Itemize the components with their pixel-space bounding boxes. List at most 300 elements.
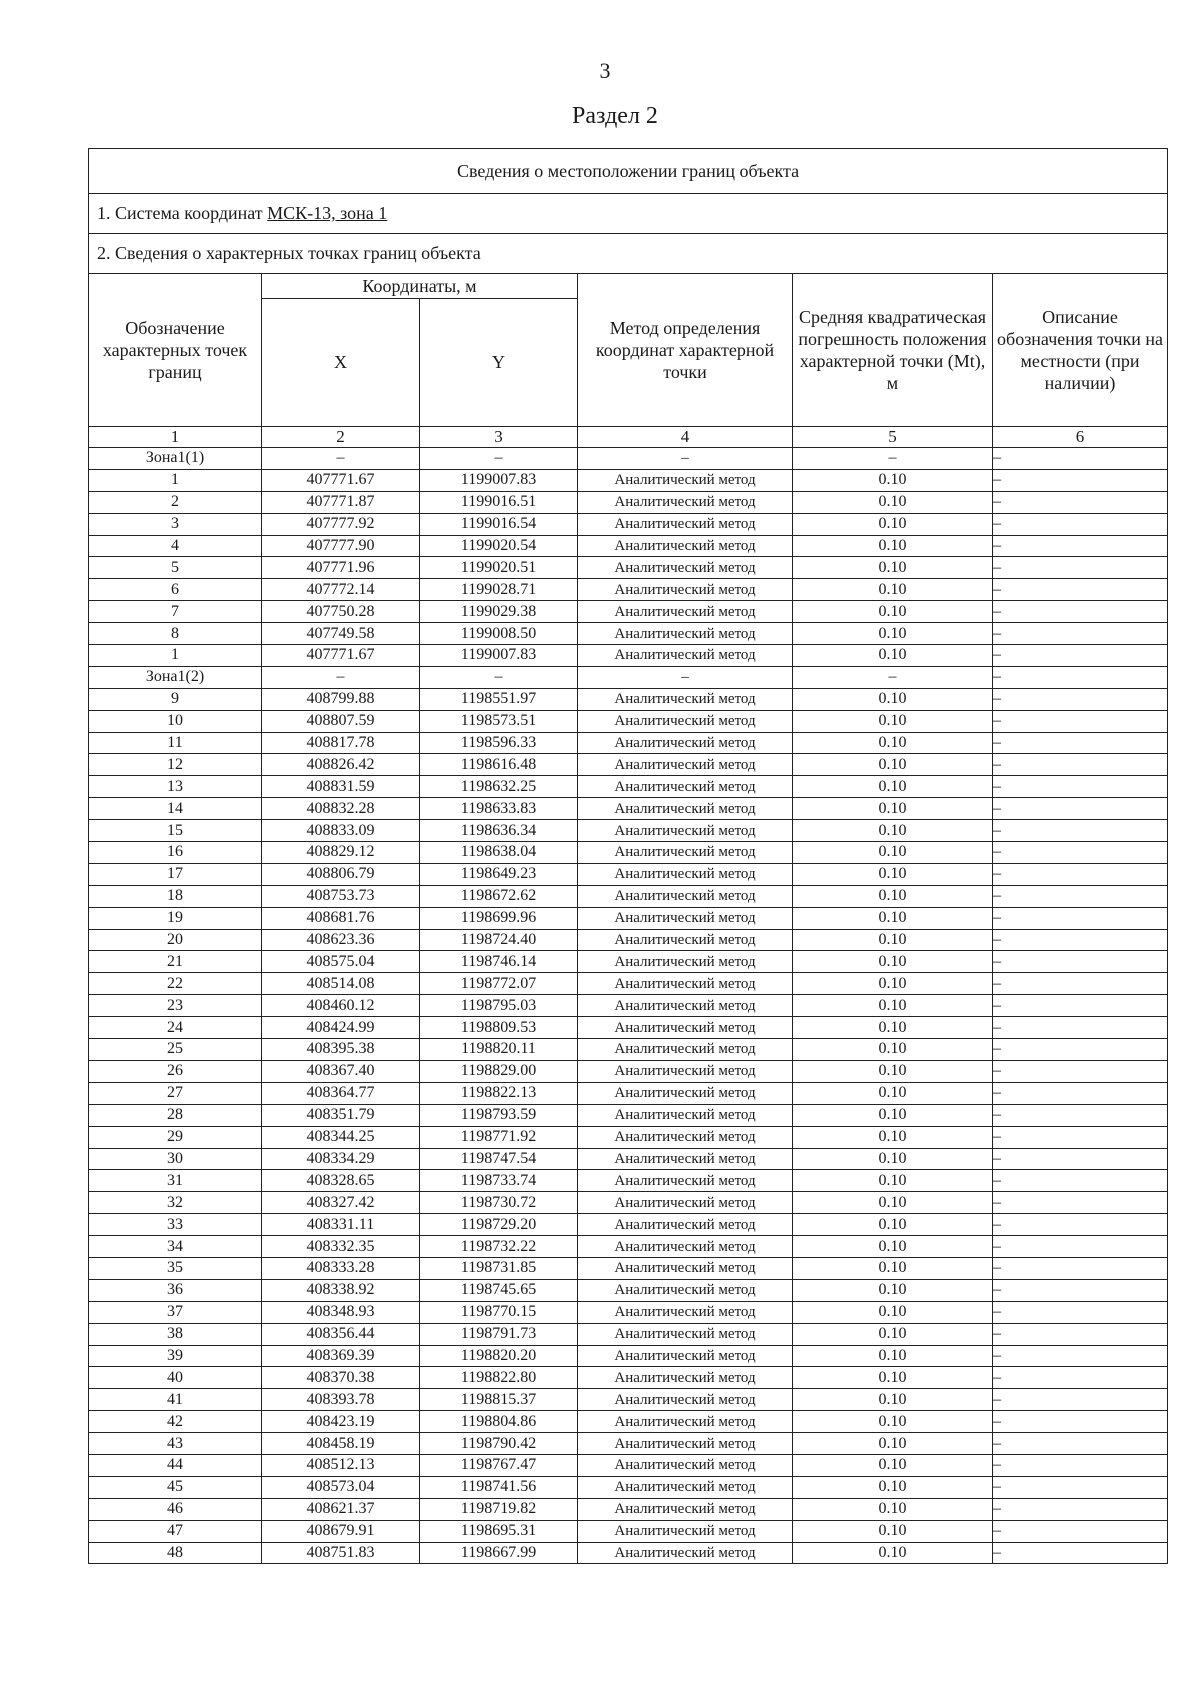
x-coordinate-cell: 408369.39 xyxy=(262,1345,420,1367)
table-row xyxy=(89,1126,1168,1148)
error-cell: 0.10 xyxy=(793,535,993,557)
method-cell: Аналитический метод xyxy=(578,1236,793,1258)
column-number: 3 xyxy=(420,427,578,448)
y-coordinate-cell: 1198791.73 xyxy=(420,1323,578,1345)
point-designation-cell: 47 xyxy=(89,1520,262,1542)
description-cell: – xyxy=(993,623,1168,645)
table-row xyxy=(89,1192,1168,1214)
point-designation-cell: 42 xyxy=(89,1411,262,1433)
method-cell: Аналитический метод xyxy=(578,1411,793,1433)
method-cell: Аналитический метод xyxy=(578,1345,793,1367)
description-cell: – xyxy=(993,1498,1168,1520)
description-cell: – xyxy=(993,513,1168,535)
point-designation-cell: 35 xyxy=(89,1257,262,1279)
x-coordinate-cell: 408395.38 xyxy=(262,1039,420,1061)
point-designation-cell: 37 xyxy=(89,1301,262,1323)
y-coordinate-cell: 1198638.04 xyxy=(420,842,578,864)
method-cell: Аналитический метод xyxy=(578,1148,793,1170)
description-cell: – xyxy=(993,1389,1168,1411)
point-designation-cell: 9 xyxy=(89,688,262,710)
table-row xyxy=(89,1301,1168,1323)
x-coordinate-cell: 408806.79 xyxy=(262,863,420,885)
table-row xyxy=(89,1323,1168,1345)
method-cell: Аналитический метод xyxy=(578,1104,793,1126)
description-cell: – xyxy=(993,448,1168,470)
points-heading-row xyxy=(89,234,1168,274)
point-designation-cell: 17 xyxy=(89,863,262,885)
point-designation-cell: 29 xyxy=(89,1126,262,1148)
table-row xyxy=(89,776,1168,798)
description-cell: – xyxy=(993,776,1168,798)
point-designation-cell: 43 xyxy=(89,1433,262,1455)
column-number: 4 xyxy=(578,427,793,448)
x-coordinate-cell: – xyxy=(262,666,420,688)
error-cell: 0.10 xyxy=(793,907,993,929)
method-cell: Аналитический метод xyxy=(578,1389,793,1411)
y-coordinate-cell: 1198596.33 xyxy=(420,732,578,754)
y-coordinate-cell: 1198745.65 xyxy=(420,1279,578,1301)
method-cell: Аналитический метод xyxy=(578,1170,793,1192)
point-designation-cell: 16 xyxy=(89,842,262,864)
method-cell: Аналитический метод xyxy=(578,1192,793,1214)
description-cell: – xyxy=(993,995,1168,1017)
y-coordinate-cell: 1198795.03 xyxy=(420,995,578,1017)
y-coordinate-cell: 1198767.47 xyxy=(420,1454,578,1476)
error-cell: 0.10 xyxy=(793,1104,993,1126)
description-cell: – xyxy=(993,754,1168,776)
y-coordinate-cell: 1198633.83 xyxy=(420,798,578,820)
method-cell: Аналитический метод xyxy=(578,1323,793,1345)
y-coordinate-cell: 1199029.38 xyxy=(420,601,578,623)
error-cell: 0.10 xyxy=(793,579,993,601)
point-designation-cell: 24 xyxy=(89,1017,262,1039)
description-cell: – xyxy=(993,842,1168,864)
method-cell: Аналитический метод xyxy=(578,557,793,579)
point-designation-cell: 2 xyxy=(89,491,262,513)
error-cell: 0.10 xyxy=(793,601,993,623)
table-row xyxy=(89,1542,1168,1564)
method-cell: Аналитический метод xyxy=(578,1476,793,1498)
x-coordinate-cell: 407771.67 xyxy=(262,469,420,491)
description-cell: – xyxy=(993,863,1168,885)
y-coordinate-cell: 1199008.50 xyxy=(420,623,578,645)
error-cell: 0.10 xyxy=(793,1454,993,1476)
header-method: Метод определения координат характерной точки xyxy=(578,274,793,427)
error-cell: – xyxy=(793,666,993,688)
point-designation-cell: 6 xyxy=(89,579,262,601)
y-coordinate-cell: 1199007.83 xyxy=(420,645,578,667)
y-coordinate-cell: 1198790.42 xyxy=(420,1433,578,1455)
table-row xyxy=(89,557,1168,579)
y-coordinate-cell: 1198747.54 xyxy=(420,1148,578,1170)
table-row xyxy=(89,1476,1168,1498)
page-number: 3 xyxy=(599,58,611,83)
description-cell: – xyxy=(993,1214,1168,1236)
description-cell: – xyxy=(993,1236,1168,1258)
table-row xyxy=(89,1104,1168,1126)
header-y: Y xyxy=(420,299,578,427)
method-cell: Аналитический метод xyxy=(578,1542,793,1564)
y-coordinate-cell: 1198667.99 xyxy=(420,1542,578,1564)
description-cell: – xyxy=(993,1060,1168,1082)
coord-system xyxy=(89,194,1168,234)
description-cell: – xyxy=(993,1279,1168,1301)
table-row xyxy=(89,1454,1168,1476)
coord-system-prefix: 1. Система координат xyxy=(97,203,268,223)
y-coordinate-cell: 1199007.83 xyxy=(420,469,578,491)
table-row xyxy=(89,907,1168,929)
method-cell: Аналитический метод xyxy=(578,1017,793,1039)
x-coordinate-cell: 407777.92 xyxy=(262,513,420,535)
error-cell: 0.10 xyxy=(793,557,993,579)
table-row xyxy=(89,601,1168,623)
description-cell: – xyxy=(993,1542,1168,1564)
method-cell: Аналитический метод xyxy=(578,885,793,907)
header-row-1 xyxy=(89,274,1168,299)
header-x: X xyxy=(262,299,420,427)
column-number: 6 xyxy=(993,427,1168,448)
error-cell: 0.10 xyxy=(793,885,993,907)
points-heading: 2. Сведения о характерных точках границ объекта xyxy=(89,234,1168,274)
error-cell: 0.10 xyxy=(793,973,993,995)
table-row xyxy=(89,1520,1168,1542)
table-row xyxy=(89,754,1168,776)
point-designation-cell: Зона1(2) xyxy=(89,666,262,688)
x-coordinate-cell: 407772.14 xyxy=(262,579,420,601)
error-cell: 0.10 xyxy=(793,1367,993,1389)
table-title: Сведения о местоположении границ объекта xyxy=(89,149,1168,194)
table-row xyxy=(89,1060,1168,1082)
error-cell: 0.10 xyxy=(793,1498,993,1520)
error-cell: 0.10 xyxy=(793,754,993,776)
error-cell: 0.10 xyxy=(793,513,993,535)
error-cell: 0.10 xyxy=(793,1323,993,1345)
error-cell: 0.10 xyxy=(793,1433,993,1455)
point-designation-cell: 34 xyxy=(89,1236,262,1258)
column-number: 2 xyxy=(262,427,420,448)
description-cell: – xyxy=(993,1017,1168,1039)
point-designation-cell: 13 xyxy=(89,776,262,798)
x-coordinate-cell: 408364.77 xyxy=(262,1082,420,1104)
table-row xyxy=(89,842,1168,864)
point-designation-cell: 19 xyxy=(89,907,262,929)
y-coordinate-cell: 1199028.71 xyxy=(420,579,578,601)
method-cell: – xyxy=(578,448,793,470)
error-cell: 0.10 xyxy=(793,645,993,667)
point-designation-cell: 26 xyxy=(89,1060,262,1082)
description-cell: – xyxy=(993,645,1168,667)
point-designation-cell: Зона1(1) xyxy=(89,448,262,470)
table-row xyxy=(89,973,1168,995)
x-coordinate-cell: 408370.38 xyxy=(262,1367,420,1389)
error-cell: 0.10 xyxy=(793,1126,993,1148)
y-coordinate-cell: 1198804.86 xyxy=(420,1411,578,1433)
y-coordinate-cell: 1198695.31 xyxy=(420,1520,578,1542)
description-cell: – xyxy=(993,820,1168,842)
description-cell: – xyxy=(993,601,1168,623)
method-cell: Аналитический метод xyxy=(578,513,793,535)
table-row xyxy=(89,1170,1168,1192)
table-row xyxy=(89,1389,1168,1411)
table-row xyxy=(89,448,1168,470)
x-coordinate-cell: 408423.19 xyxy=(262,1411,420,1433)
point-designation-cell: 30 xyxy=(89,1148,262,1170)
table-row xyxy=(89,732,1168,754)
method-cell: Аналитический метод xyxy=(578,688,793,710)
method-cell: Аналитический метод xyxy=(578,907,793,929)
method-cell: Аналитический метод xyxy=(578,732,793,754)
description-cell: – xyxy=(993,1039,1168,1061)
table-row xyxy=(89,820,1168,842)
point-designation-cell: 1 xyxy=(89,645,262,667)
error-cell: 0.10 xyxy=(793,1170,993,1192)
y-coordinate-cell: 1198724.40 xyxy=(420,929,578,951)
coord-system-value: МСК-13, зона 1 xyxy=(267,203,388,223)
error-cell: 0.10 xyxy=(793,1389,993,1411)
x-coordinate-cell: – xyxy=(262,448,420,470)
method-cell: – xyxy=(578,666,793,688)
table-row xyxy=(89,1082,1168,1104)
table-row xyxy=(89,1039,1168,1061)
table-row xyxy=(89,1148,1168,1170)
description-cell: – xyxy=(993,1367,1168,1389)
point-designation-cell: 46 xyxy=(89,1498,262,1520)
table-row xyxy=(89,798,1168,820)
x-coordinate-cell: 408573.04 xyxy=(262,1476,420,1498)
description-cell: – xyxy=(993,1170,1168,1192)
error-cell: 0.10 xyxy=(793,929,993,951)
error-cell: 0.10 xyxy=(793,995,993,1017)
table-row xyxy=(89,623,1168,645)
error-cell: 0.10 xyxy=(793,951,993,973)
y-coordinate-cell: 1198616.48 xyxy=(420,754,578,776)
x-coordinate-cell: 408344.25 xyxy=(262,1126,420,1148)
method-cell: Аналитический метод xyxy=(578,776,793,798)
description-cell: – xyxy=(993,907,1168,929)
error-cell: 0.10 xyxy=(793,842,993,864)
error-cell: 0.10 xyxy=(793,469,993,491)
header-description: Описание обозначения точки на местности (при наличии) xyxy=(993,274,1168,427)
y-coordinate-cell: 1198732.22 xyxy=(420,1236,578,1258)
y-coordinate-cell: 1199020.51 xyxy=(420,557,578,579)
x-coordinate-cell: 408514.08 xyxy=(262,973,420,995)
table-row xyxy=(89,491,1168,513)
point-designation-cell: 11 xyxy=(89,732,262,754)
table-row xyxy=(89,666,1168,688)
point-designation-cell: 48 xyxy=(89,1542,262,1564)
description-cell: – xyxy=(993,557,1168,579)
method-cell: Аналитический метод xyxy=(578,754,793,776)
description-cell: – xyxy=(993,973,1168,995)
method-cell: Аналитический метод xyxy=(578,798,793,820)
error-cell: 0.10 xyxy=(793,1082,993,1104)
error-cell: 0.10 xyxy=(793,1301,993,1323)
table-title-row xyxy=(89,149,1168,194)
point-designation-cell: 23 xyxy=(89,995,262,1017)
method-cell: Аналитический метод xyxy=(578,842,793,864)
description-cell: – xyxy=(993,1411,1168,1433)
point-designation-cell: 7 xyxy=(89,601,262,623)
y-coordinate-cell: 1198649.23 xyxy=(420,863,578,885)
error-cell: 0.10 xyxy=(793,820,993,842)
method-cell: Аналитический метод xyxy=(578,645,793,667)
x-coordinate-cell: 408575.04 xyxy=(262,951,420,973)
x-coordinate-cell: 408460.12 xyxy=(262,995,420,1017)
method-cell: Аналитический метод xyxy=(578,1082,793,1104)
coord-system-row xyxy=(89,194,1168,234)
error-cell: 0.10 xyxy=(793,1520,993,1542)
point-designation-cell: 15 xyxy=(89,820,262,842)
y-coordinate-cell: 1198820.11 xyxy=(420,1039,578,1061)
description-cell: – xyxy=(993,929,1168,951)
table-row xyxy=(89,710,1168,732)
header-designation: Обозначение характерных точек границ xyxy=(89,274,262,427)
table-row xyxy=(89,688,1168,710)
method-cell: Аналитический метод xyxy=(578,1301,793,1323)
description-cell: – xyxy=(993,1345,1168,1367)
x-coordinate-cell: 408367.40 xyxy=(262,1060,420,1082)
y-coordinate-cell: 1198822.80 xyxy=(420,1367,578,1389)
y-coordinate-cell: – xyxy=(420,448,578,470)
point-designation-cell: 1 xyxy=(89,469,262,491)
method-cell: Аналитический метод xyxy=(578,973,793,995)
point-designation-cell: 40 xyxy=(89,1367,262,1389)
error-cell: – xyxy=(793,448,993,470)
y-coordinate-cell: 1199020.54 xyxy=(420,535,578,557)
y-coordinate-cell: 1198573.51 xyxy=(420,710,578,732)
method-cell: Аналитический метод xyxy=(578,710,793,732)
point-designation-cell: 3 xyxy=(89,513,262,535)
y-coordinate-cell: 1198741.56 xyxy=(420,1476,578,1498)
point-designation-cell: 4 xyxy=(89,535,262,557)
description-cell: – xyxy=(993,1257,1168,1279)
point-designation-cell: 25 xyxy=(89,1039,262,1061)
method-cell: Аналитический метод xyxy=(578,1039,793,1061)
point-designation-cell: 22 xyxy=(89,973,262,995)
description-cell: – xyxy=(993,1520,1168,1542)
method-cell: Аналитический метод xyxy=(578,601,793,623)
x-coordinate-cell: 408831.59 xyxy=(262,776,420,798)
point-designation-cell: 21 xyxy=(89,951,262,973)
method-cell: Аналитический метод xyxy=(578,929,793,951)
table-row xyxy=(89,513,1168,535)
y-coordinate-cell: 1198809.53 xyxy=(420,1017,578,1039)
table-row xyxy=(89,1411,1168,1433)
description-cell: – xyxy=(993,491,1168,513)
point-designation-cell: 39 xyxy=(89,1345,262,1367)
x-coordinate-cell: 407750.28 xyxy=(262,601,420,623)
x-coordinate-cell: 408817.78 xyxy=(262,732,420,754)
x-coordinate-cell: 408333.28 xyxy=(262,1257,420,1279)
x-coordinate-cell: 408807.59 xyxy=(262,710,420,732)
description-cell: – xyxy=(993,1126,1168,1148)
x-coordinate-cell: 408327.42 xyxy=(262,1192,420,1214)
point-designation-cell: 38 xyxy=(89,1323,262,1345)
table-row xyxy=(89,1214,1168,1236)
description-cell: – xyxy=(993,1301,1168,1323)
table-row xyxy=(89,535,1168,557)
table-row xyxy=(89,1367,1168,1389)
description-cell: – xyxy=(993,579,1168,601)
error-cell: 0.10 xyxy=(793,1257,993,1279)
method-cell: Аналитический метод xyxy=(578,1126,793,1148)
point-designation-cell: 36 xyxy=(89,1279,262,1301)
x-coordinate-cell: 407749.58 xyxy=(262,623,420,645)
table-row xyxy=(89,1279,1168,1301)
x-coordinate-cell: 408338.92 xyxy=(262,1279,420,1301)
error-cell: 0.10 xyxy=(793,863,993,885)
table-row xyxy=(89,863,1168,885)
method-cell: Аналитический метод xyxy=(578,863,793,885)
method-cell: Аналитический метод xyxy=(578,1214,793,1236)
error-cell: 0.10 xyxy=(793,1214,993,1236)
y-coordinate-cell: 1198829.00 xyxy=(420,1060,578,1082)
description-cell: – xyxy=(993,1104,1168,1126)
header-error: Средняя квадратическая погрешность положения характерной точки (Mt), м xyxy=(793,274,993,427)
description-cell: – xyxy=(993,885,1168,907)
y-coordinate-cell: 1198822.13 xyxy=(420,1082,578,1104)
method-cell: Аналитический метод xyxy=(578,579,793,601)
y-coordinate-cell: 1198672.62 xyxy=(420,885,578,907)
description-cell: – xyxy=(993,688,1168,710)
y-coordinate-cell: – xyxy=(420,666,578,688)
point-designation-cell: 28 xyxy=(89,1104,262,1126)
x-coordinate-cell: 407771.87 xyxy=(262,491,420,513)
method-cell: Аналитический метод xyxy=(578,951,793,973)
point-designation-cell: 45 xyxy=(89,1476,262,1498)
error-cell: 0.10 xyxy=(793,1039,993,1061)
method-cell: Аналитический метод xyxy=(578,1498,793,1520)
header-coordinates: Координаты, м xyxy=(262,274,578,299)
x-coordinate-cell: 408393.78 xyxy=(262,1389,420,1411)
point-designation-cell: 27 xyxy=(89,1082,262,1104)
x-coordinate-cell: 408799.88 xyxy=(262,688,420,710)
y-coordinate-cell: 1198730.72 xyxy=(420,1192,578,1214)
x-coordinate-cell: 407771.96 xyxy=(262,557,420,579)
error-cell: 0.10 xyxy=(793,776,993,798)
x-coordinate-cell: 408751.83 xyxy=(262,1542,420,1564)
method-cell: Аналитический метод xyxy=(578,820,793,842)
method-cell: Аналитический метод xyxy=(578,995,793,1017)
x-coordinate-cell: 408832.28 xyxy=(262,798,420,820)
description-cell: – xyxy=(993,469,1168,491)
point-designation-cell: 14 xyxy=(89,798,262,820)
x-coordinate-cell: 408332.35 xyxy=(262,1236,420,1258)
table-row xyxy=(89,1017,1168,1039)
x-coordinate-cell: 407771.67 xyxy=(262,645,420,667)
error-cell: 0.10 xyxy=(793,1542,993,1564)
x-coordinate-cell: 408424.99 xyxy=(262,1017,420,1039)
x-coordinate-cell: 408681.76 xyxy=(262,907,420,929)
error-cell: 0.10 xyxy=(793,1060,993,1082)
x-coordinate-cell: 408458.19 xyxy=(262,1433,420,1455)
x-coordinate-cell: 408829.12 xyxy=(262,842,420,864)
y-coordinate-cell: 1198551.97 xyxy=(420,688,578,710)
table-row xyxy=(89,885,1168,907)
x-coordinate-cell: 408621.37 xyxy=(262,1498,420,1520)
error-cell: 0.10 xyxy=(793,798,993,820)
x-coordinate-cell: 408623.36 xyxy=(262,929,420,951)
description-cell: – xyxy=(993,1476,1168,1498)
point-designation-cell: 8 xyxy=(89,623,262,645)
error-cell: 0.10 xyxy=(793,1148,993,1170)
table-row xyxy=(89,951,1168,973)
description-cell: – xyxy=(993,951,1168,973)
point-designation-cell: 31 xyxy=(89,1170,262,1192)
error-cell: 0.10 xyxy=(793,710,993,732)
description-cell: – xyxy=(993,1082,1168,1104)
boundary-points-table xyxy=(88,148,1168,1564)
